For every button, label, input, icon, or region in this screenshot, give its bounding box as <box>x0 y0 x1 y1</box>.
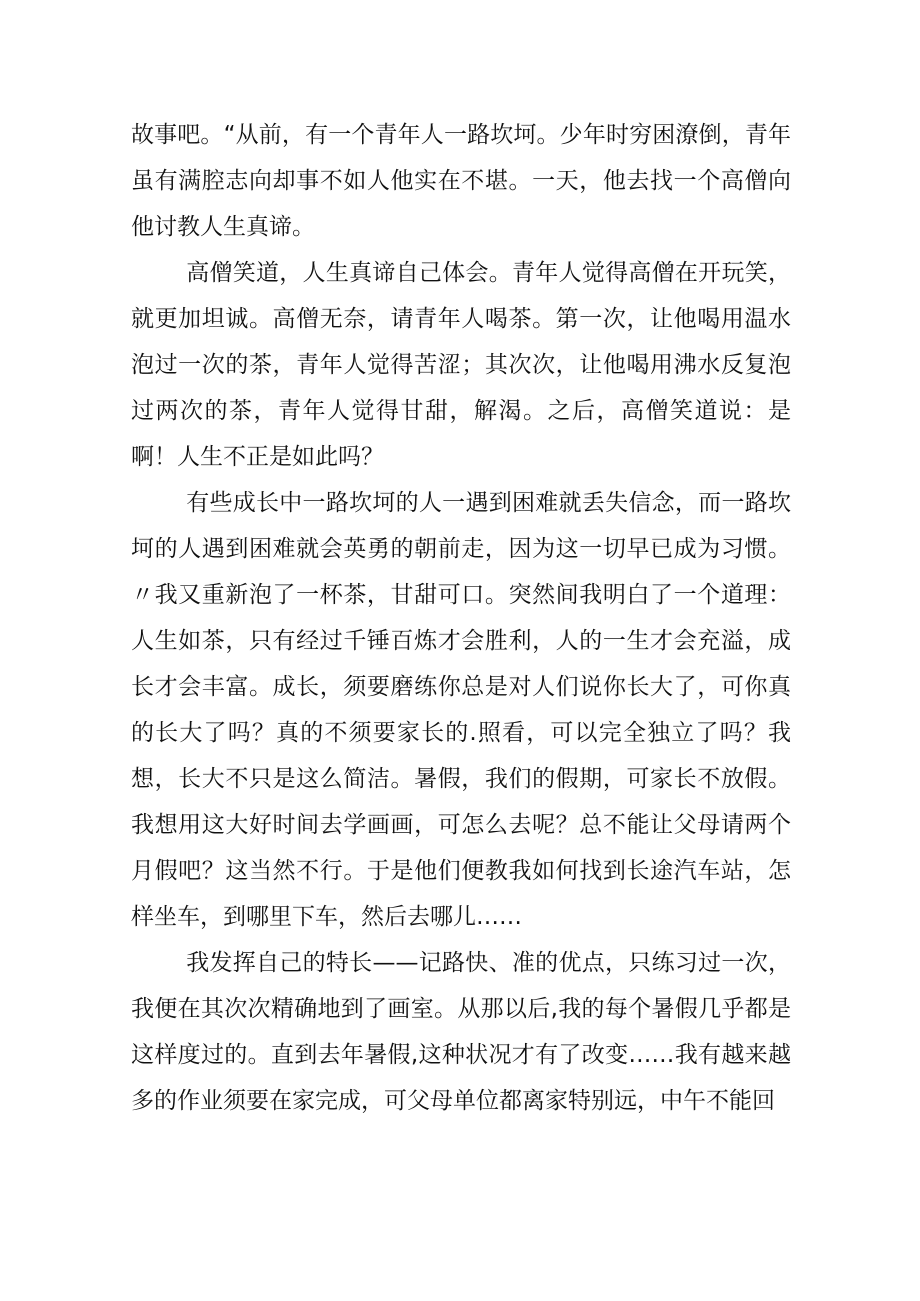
paragraph-2: 高僧笑道，人生真谛自己体会。青年人觉得高僧在开玩笑，就更加坦诚。高僧无奈，请青年人喝茶。第一次，让他喝用温水泡过一次的茶，青年人觉得苦涩；其次次，让他喝用沸水反复泡过两次的茶，青年人觉得甘甜，解渴。之后，高僧笑道说：是啊！人生不正是如此吗？ <box>131 260 791 470</box>
paragraph-3: 有些成长中一路坎坷的人一遇到困难就丢失信念，而一路坎坷的人遇到困难就会英勇的朝前走，因为这一切早已成为习惯。〃我又重新泡了一杯茶，甘甜可口。突然间我明白了一个道理：人生如茶，只有经过千锤百炼才会胜利，人的一生才会充溢，成长才会丰富。成长，须要磨练你总是对人们说你长大了，可你真的长大了吗？真的不须要家长的.照看，可以完全独立了吗？我想，长大不只是这么简洁。暑假，我们的假期，可家长不放假。我想用这大好时间去学画画，可怎么去呢？总不能让父母请两个月假吧？这当然不行。于是他们便教我如何找到长途汽车站，怎样坐车，到哪里下车，然后去哪儿…… <box>131 490 791 930</box>
body-text <box>131 112 791 1124</box>
paragraph-1: 故事吧。“从前，有一个青年人一路坎坷。少年时穷困潦倒，青年虽有满腔志向却事不如人他实在不堪。一天，他去找一个高僧向他讨教人生真谛。 <box>131 122 791 240</box>
paragraph-4: 我发挥自己的特长——记路快、准的优点，只练习过一次，我便在其次次精确地到了画室。从那以后,我的每个暑假几乎都是这样度过的。直到去年暑假,这种状况才有了改变……我有越来越多的作业须要在家完成，可父母单位都离家特别远，中午不能回 <box>131 950 791 1114</box>
